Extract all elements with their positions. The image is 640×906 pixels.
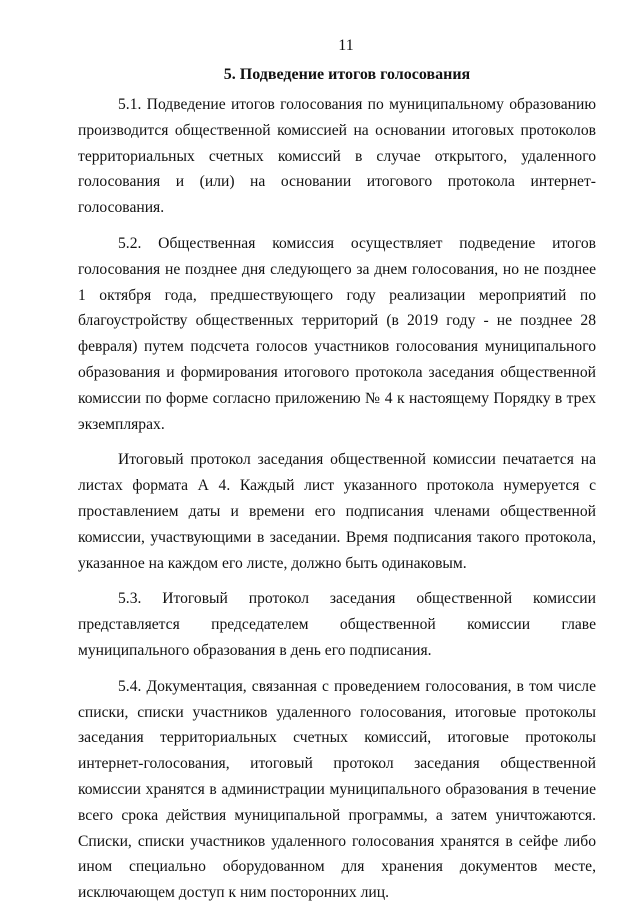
paragraph-5-1: 5.1. Подведение итогов голосования по муниципальному образованию производится общественной комиссией на основании итоговых протоколов территориальных счетных комиссий в случае открытого, удаленного голосования и (или) на основании итогового протокола интернет-голосования. bbox=[78, 96, 596, 217]
paragraph-5-2: 5.2. Общественная комиссия осуществляет подведение итогов голосования не позднее дня следующего за днем голосования, но не позднее 1 октября года, предшествующего году реализации мероприятий по благоустройству общественных территорий (в 2019 году - не позднее 28 февраля) путем подсчета голосов участников голосования муниципального образования и формирования итогового протокола заседания общественной комиссии по форме согласно приложению № 4 к настоящему Порядку в трех экземплярах. bbox=[78, 234, 596, 433]
paragraph-protocol-format: Итоговый протокол заседания общественной комиссии печатается на листах формата А 4. Каждый лист указанного протокола нумеруется с проставлением даты и времени его подписания членами общественной комиссии, участвующими в заседании. Время подписания такого протокола, указанное на каждом его листе, должно быть одинаковым. bbox=[78, 451, 596, 572]
section-heading: 5. Подведение итогов голосования bbox=[223, 66, 471, 83]
paragraph-5-3: 5.3. Итоговый протокол заседания общественной комиссии представляется председателем общественной комиссии главе муниципального образования в день его подписания. bbox=[78, 590, 596, 659]
paragraph-5-4: 5.4. Документация, связанная с проведением голосования, в том числе списки, списки участников удаленного голосования, итоговые протоколы заседания территориальных счетных комиссий, итоговые протоколы интернет-голосования, итоговый протокол заседания общественной комиссии хранятся в администрации муниципального образования в течение всего срока действия муниципальной программы, а затем уничтожаются. Списки, списки участников удаленного голосования хранятся в сейфе либо ином специально оборудованном для хранения документов месте, исключающем доступ к ним посторонних лиц. bbox=[78, 677, 596, 902]
page-number: 11 bbox=[338, 37, 354, 54]
